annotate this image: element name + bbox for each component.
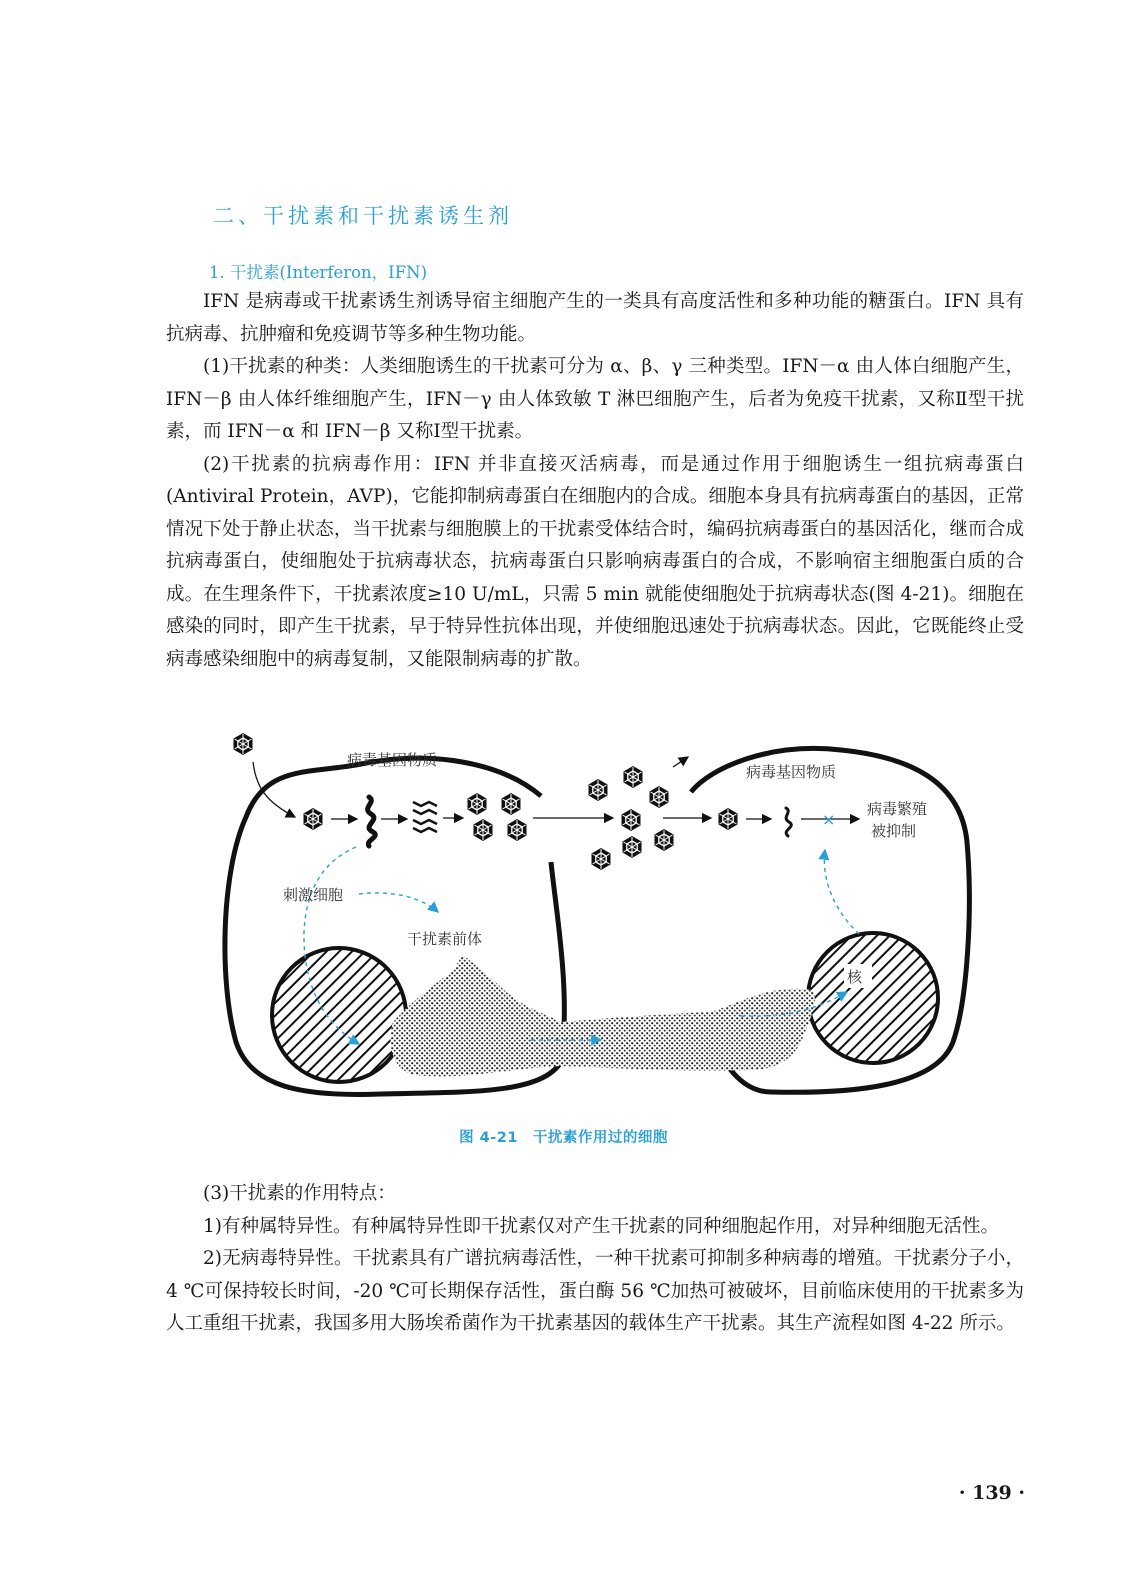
virus-icon [650,786,669,808]
virus-icon [234,733,253,755]
virus-icon [502,793,521,815]
section-title: 二、干扰素和干扰素诱生剂 [213,204,513,228]
virus-icon [622,809,641,831]
label-replication-inhibited-2: 被抑制 [871,822,917,840]
label-stimulate-cell: 刺激细胞 [283,886,344,904]
left-nucleus [272,948,406,1082]
replicating-rna-icon [413,802,437,832]
virus-icon [474,819,493,841]
virus-icon [304,808,323,830]
label-nucleus: 核 [847,968,863,986]
page-number: · 139 · [958,1482,1025,1504]
virus-icon [592,848,611,870]
label-right-viral-genome: 病毒基因物质 [746,763,837,781]
viral-rna-icon [368,797,376,846]
right-nucleus [808,933,938,1063]
body-text-bottom [166,1178,1024,1341]
virus-icon [468,793,487,815]
virus-icon [719,808,738,830]
paragraph: (3)干扰素的作用特点： [203,1183,396,1204]
body-text-top [166,286,1024,676]
virus-icon [508,819,527,841]
subsection-title: 1. 干扰素(Interferon，IFN) [209,263,428,282]
figure-4-21 [211,722,976,1110]
virus-icon [655,829,674,851]
interferon-mass [390,954,814,1076]
label-left-viral-genome: 病毒基因物质 [347,751,438,769]
virus-icon [624,766,643,788]
paragraph: 1)有种属特异性。有种属特异性即干扰素仅对产生干扰素的同种细胞起作用，对异种细胞无活性。 [203,1215,999,1237]
figure-caption: 图 4-21 干扰素作用过的细胞 [459,1130,668,1146]
paragraph: (1)干扰素的种类：人类细胞诱生的干扰素可分为 α、β、γ 三种类型。IFN－α 由人体白细胞产生，IFN－β 由人体纤维细胞产生，IFN－γ 由人体致敏 T 淋巴细胞产生，后者为免疫干扰素，又称Ⅱ型干扰素，而 IFN－α 和 IFN－β 又称Ⅰ型干扰素。 [166,356,1024,442]
label-replication-inhibited-1: 病毒繁殖 [867,800,928,818]
paragraph: IFN 是病毒或干扰素诱生剂诱导宿主细胞产生的一类具有高度活性和多种功能的糖蛋白。IFN 具有抗病毒、抗肿瘤和免疫调节等多种生物功能。 [166,291,1024,345]
label-interferon-precursor: 干扰素前体 [407,930,483,948]
paragraph: 2)无病毒特异性。干扰素具有广谱抗病毒活性，一种干扰素可抑制多种病毒的增殖。干扰素分子小，4 ℃可保持较长时间，-20 ℃可长期保存活性，蛋白酶 56 ℃加热可被破坏，目前临床使用的干扰素多为人工重组干扰素，我国多用大肠埃希菌作为干扰素基因的载体生产干扰素。其生产流程如图 4-22 所示。 [166,1248,1024,1334]
viral-rna-icon [786,808,791,836]
virus-icon [589,779,608,801]
svg-text:×: × [822,810,836,829]
virus-icon [623,836,642,858]
paragraph: (2)干扰素的抗病毒作用：IFN 并非直接灭活病毒，而是通过作用于细胞诱生一组抗病毒蛋白(Antiviral Protein，AVP)，它能抑制病毒蛋白在细胞内的合成。细胞本身具有抗病毒蛋白的基因，正常情况下处于静止状态，当干扰素与细胞膜上的干扰素受体结合时，编码抗病毒蛋白的基因活化，继而合成抗病毒蛋白，使细胞处于抗病毒状态，抗病毒蛋白只影响病毒蛋白的合成，不影响宿主细胞蛋白质的合成。在生理条件下，干扰素浓度≥10 U/mL，只需 5 min 就能使细胞处于抗病毒状态(图 4-21)。细胞在感染的同时，即产生干扰素，早于特异性抗体出现，并使细胞迅速处于抗病毒状态。因此，它既能终止受病毒感染细胞中的病毒复制，又能限制病毒的扩散。 [166,453,1024,670]
